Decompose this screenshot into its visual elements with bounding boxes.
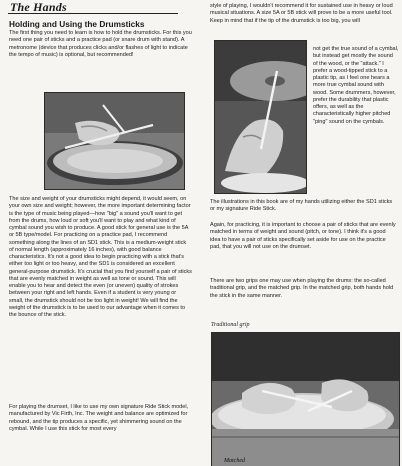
right-paragraph-2: The illustrations in this book are of my hands utilizing either the SD1 sticks or my signature Ride Stick. <box>210 199 393 213</box>
right-paragraph-3: Again, for practicing, it is important to choose a pair of sticks that are evenly matched in terms of weight and sound (pitch, or tone). I think it's a good idea to have a pair of sticks specifically set aside for use on the practice pad, that you will not use on the drumset. <box>210 222 396 250</box>
chapter-title: The Hands <box>10 0 67 14</box>
left-paragraph-2: The size and weight of your drumsticks might depend, it would seem, on your own size and weight; however, the more important determining factor is the type of music being played—how "big" a sound you'll want to get from the drums, how loud or soft you'll want to play and what kind of cymbal sound you wish to produce. A good stick for general use is the 5A or 5B type/model. For practicing on a practice pad, I recommend something along the lines of an SD1 stick. This is a medium-weight stick of normal length (approximately 16 inches), with good balance characteristics. It's not a good idea to begin practicing with a stick that's either too light or too heavy, and the SD1 is considered an excellent general-purpose drumstick. It's crucial that you find yourself a pair of sticks that are evenly matched in weight as well as tone or sound. This will enable you to hear and detect the even (or uneven) quality of strokes between your right and left hands. Even if a student is very young or small, the drumstick should not be too light in weight! We will find the weight of the drumstick is to be used to our advantage when it comes to the bounce of the stick. <box>9 196 192 318</box>
right-paragraph-1: style of playing, I wouldn't recommend it for sustained use in heavy or loud musical situations. A size 5A or 5B stick will prove to be a more useful tool. Keep in mind that if the tip of the drumstick is too big, you will <box>210 3 393 24</box>
traditional-grip-image <box>212 333 399 466</box>
cymbal-stick-image <box>215 41 306 193</box>
photo-cymbal-stick <box>214 40 307 194</box>
photo-stick-on-pad <box>44 92 185 190</box>
caption-matched-grip: Matched <box>224 458 245 464</box>
left-paragraph-3: For playing the drumset, I like to use my own signature Ride Stick model, manufactured by Vic Firth, Inc. The weight and balance are optimized for rebound, and the tip produces a specific, yet shimmering sound on the cymbal. While I use this stick for most every <box>9 404 189 432</box>
chapter-header <box>8 1 178 15</box>
right-paragraph-4: There are two grips one may use when playing the drums: the so-called traditional grip, and the matched grip. In the matched grip, both hands hold the stick in the same manner. <box>210 278 394 299</box>
photo-traditional-grip <box>211 332 400 466</box>
section-title: Holding and Using the Drumsticks <box>9 19 145 29</box>
stick-on-pad-image <box>45 93 184 189</box>
caption-traditional-grip: Traditional grip <box>211 322 250 328</box>
right-paragraph-1-wrap: not get the true sound of a cymbal, but instead get mostly the sound of the wood, or the "attack." I prefer a wood-tipped stick to a plastic tip, as I feel one hears a more true cymbal sound with wood. Some drummers, however, prefer the durability that plastic offers, as well as the characteristically higher pitched "ping" sound on the cymbals. <box>313 46 399 125</box>
left-paragraph-1: The first thing you need to learn is how to hold the drumsticks. For this you need one pair of sticks and a practice pad (or snare drum with stand). A metronome (device that produces clicks and/or flashes of light to indicate the tempo of music) is optional, but recommended! <box>9 30 192 58</box>
